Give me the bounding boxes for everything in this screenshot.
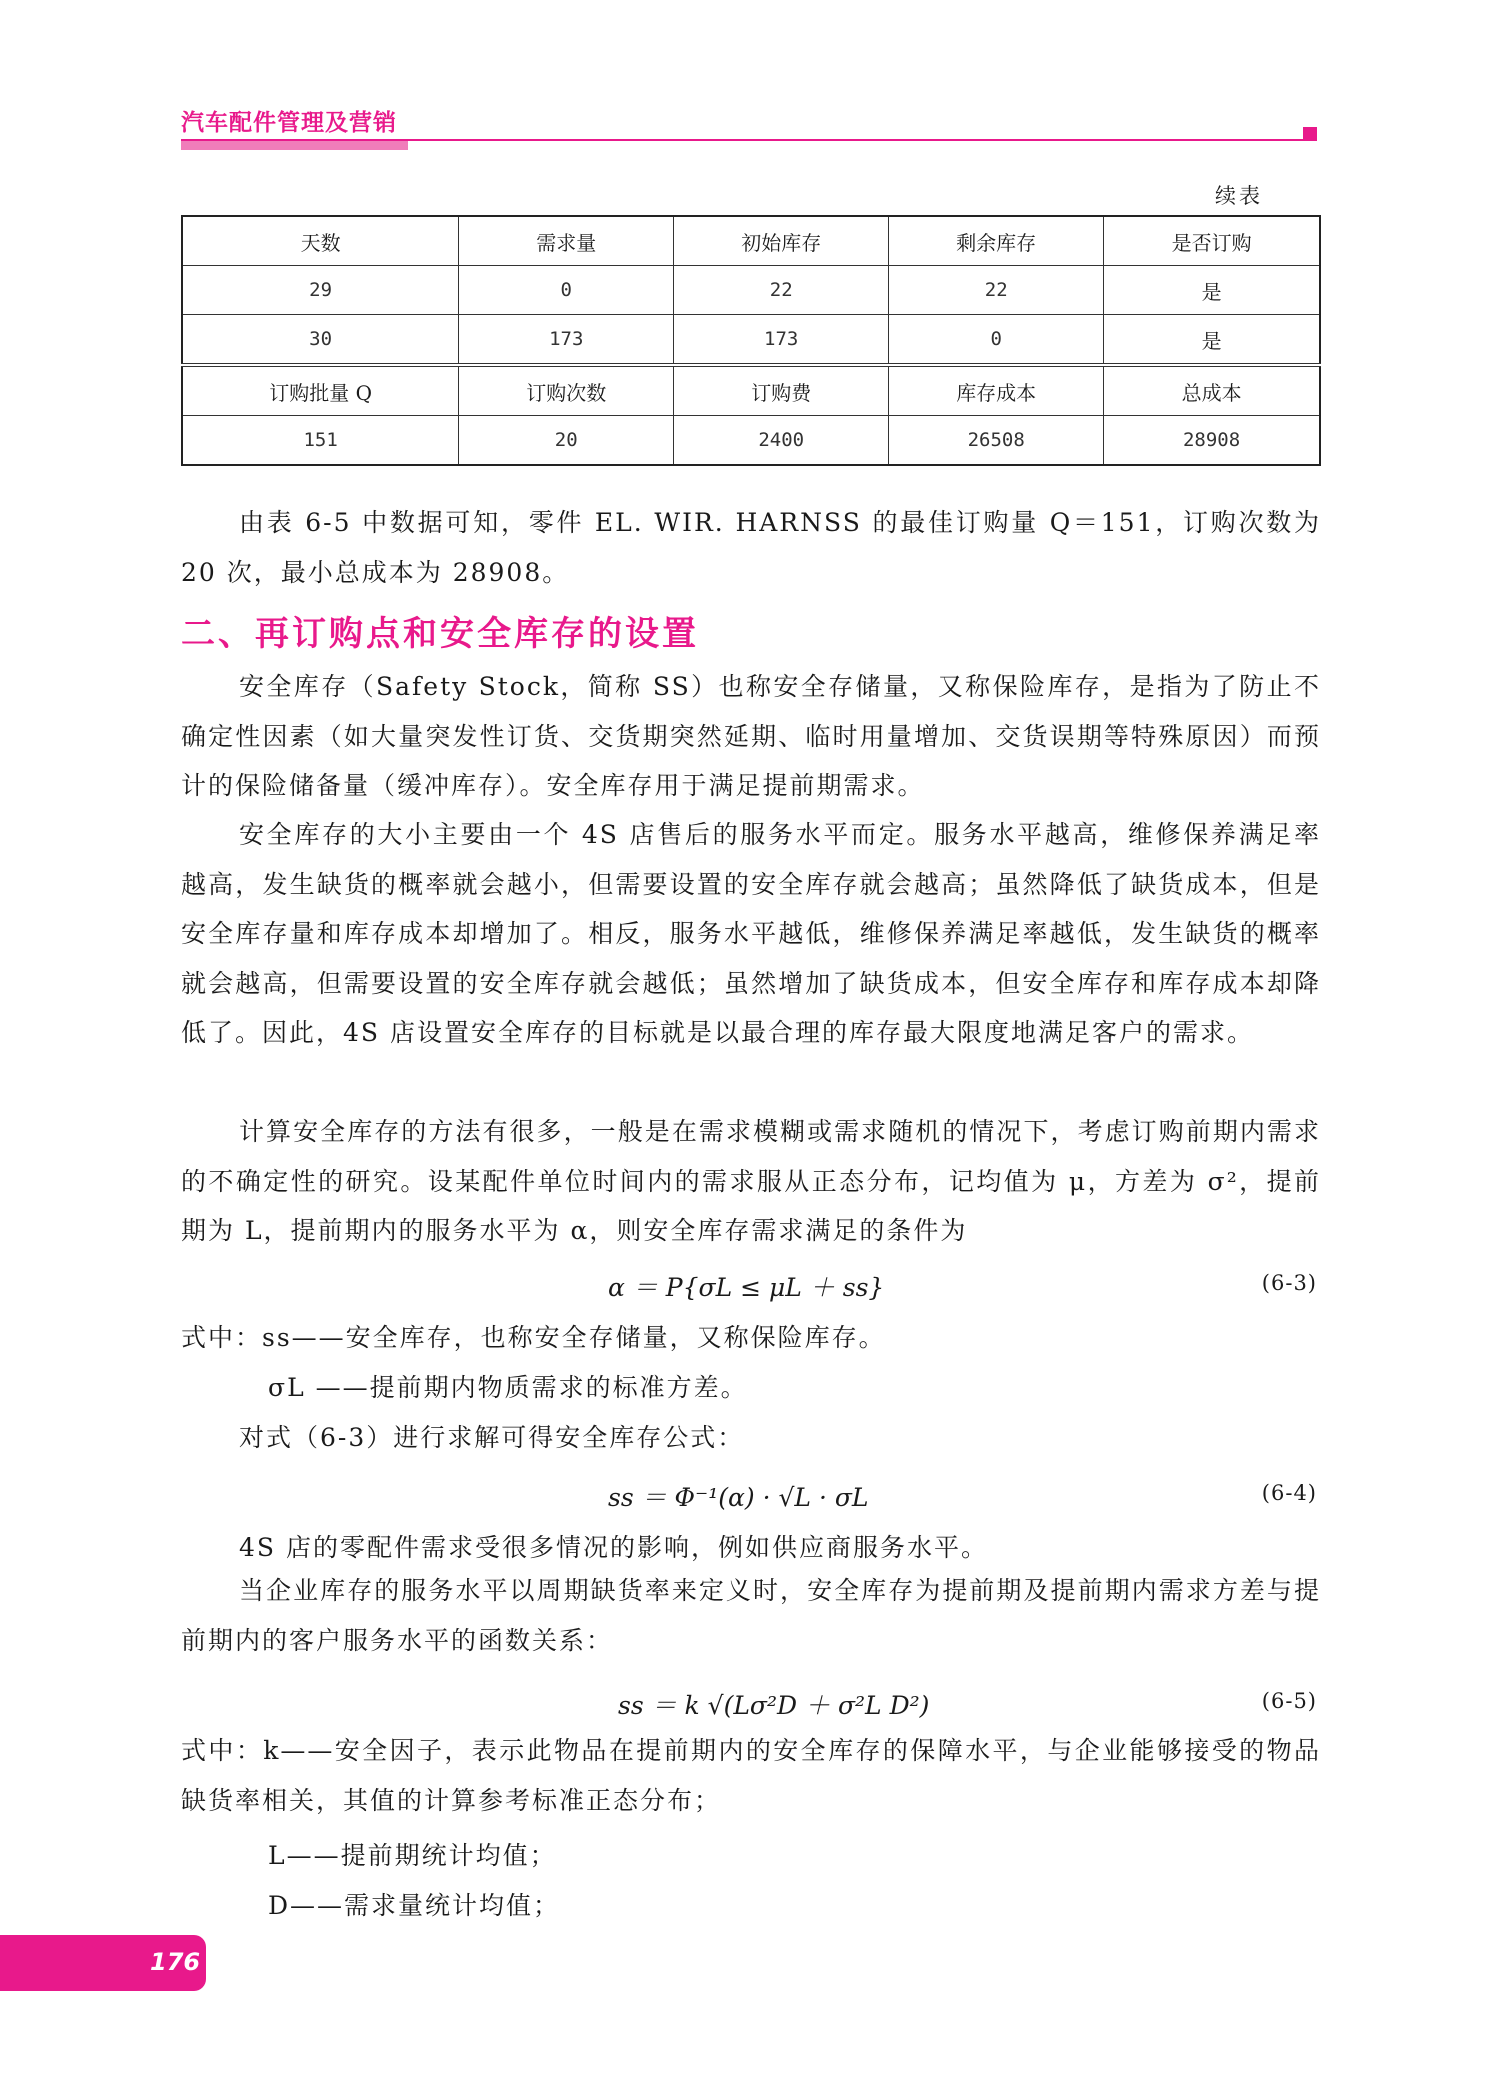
table-header-cell: 需求量	[459, 216, 674, 266]
table-header-cell: 库存成本	[889, 365, 1104, 416]
table-header-cell: 是否订购	[1104, 216, 1320, 266]
where-clause-ss: 式中：ss——安全库存，也称安全存储量，又称保险库存。	[181, 1323, 886, 1352]
table-row	[182, 416, 1320, 466]
equation-number: (6-5)	[1261, 1689, 1317, 1713]
where-clause-sigma-l: σL ——提前期内物质需求的标准方差。	[268, 1373, 748, 1402]
section-title: 二、再订购点和安全库存的设置	[181, 614, 699, 654]
page-number: 176	[150, 1948, 201, 1976]
running-header-title: 汽车配件管理及营销	[181, 110, 397, 136]
table-cell: 0	[889, 315, 1104, 366]
table-header-cell: 订购次数	[459, 365, 674, 416]
paragraph-safety-stock-definition: 安全库存（Safety Stock，简称 SS）也称安全存储量，又称保险库存，是指为了防止不确定性因素（如大量突发性订货、交货期突然延期、临时用量增加、交货误期等特殊原因）而预计的保险储备量（缓冲库存）。安全库存用于满足提前期需求。	[181, 672, 1321, 800]
table-row	[182, 266, 1320, 315]
table-header-cell: 订购费	[674, 365, 889, 416]
table-cell: 173	[674, 315, 889, 366]
table-cell: 30	[182, 315, 459, 366]
table-cell: 28908	[1104, 416, 1320, 466]
header-accent-bar	[181, 141, 408, 150]
paragraph-calculation-method: 计算安全库存的方法有很多，一般是在需求模糊或需求随机的情况下，考虑订购前期内需求的不确定性的研究。设某配件单位时间内的需求服从正态分布，记均值为 μ，方差为 σ²，提前期为 L，提前期内的服务水平为 α，则安全库存需求满足的条件为	[181, 1117, 1321, 1245]
equation-number: (6-4)	[1261, 1481, 1317, 1505]
paragraph-influencing-factors: 4S 店的零配件需求受很多情况的影响，例如供应商服务水平。	[239, 1533, 988, 1562]
paragraph-service-level: 安全库存的大小主要由一个 4S 店售后的服务水平而定。服务水平越高，维修保养满足率越高，发生缺货的概率就会越小，但需要设置的安全库存就会越高；虽然降低了缺货成本，但是安全库存量和库存成本却增加了。相反，服务水平越低，维修保养满足率越低，发生缺货的概率就会越高，但需要设置的安全库存就会越低；虽然增加了缺货成本，但安全库存和库存成本却降低了。因此，4S 店设置安全库存的目标就是以最合理的库存最大限度地满足客户的需求。	[181, 820, 1321, 1047]
table-header-cell: 剩余库存	[889, 216, 1104, 266]
table-cell: 是	[1104, 266, 1320, 315]
paragraph-cycle-service-level: 当企业库存的服务水平以周期缺货率来定义时，安全库存为提前期及提前期内需求方差与提前期内的客户服务水平的函数关系：	[181, 1576, 1321, 1655]
where-clause-k: 式中：k——安全因子，表示此物品在提前期内的安全库存的保障水平，与企业能够接受的物品缺货率相关，其值的计算参考标准正态分布；	[181, 1736, 1321, 1815]
table-cell: 2400	[674, 416, 889, 466]
table-cell: 22	[889, 266, 1104, 315]
table-cell: 151	[182, 416, 459, 466]
header-accent-square	[1303, 127, 1317, 141]
table-cell: 26508	[889, 416, 1104, 466]
equation-number: (6-3)	[1261, 1271, 1317, 1295]
where-clause-l: L——提前期统计均值；	[268, 1841, 557, 1870]
table-header-row	[182, 216, 1320, 266]
formula-6-5: ss ＝ k √(Lσ²D ＋ σ²L D²)	[618, 1691, 930, 1720]
table-cell: 0	[459, 266, 674, 315]
where-clause-d: D——需求量统计均值；	[268, 1891, 561, 1920]
table-header-cell: 订购批量 Q	[182, 365, 459, 416]
table-header-cell: 总成本	[1104, 365, 1320, 416]
inventory-table	[181, 215, 1321, 466]
table-cell: 22	[674, 266, 889, 315]
table-header-cell: 初始库存	[674, 216, 889, 266]
continued-label: 续表	[1215, 184, 1263, 208]
table-header-row	[182, 365, 1320, 416]
paragraph-table-summary: 由表 6-5 中数据可知，零件 EL. WIR. HARNSS 的最佳订购量 Q＝151，订购次数为 20 次，最小总成本为 28908。	[181, 508, 1321, 587]
table-cell: 是	[1104, 315, 1320, 366]
table-cell: 173	[459, 315, 674, 366]
table-cell: 29	[182, 266, 459, 315]
formula-6-4: ss ＝ Φ⁻¹(α) · √L · σL	[608, 1483, 869, 1512]
paragraph-solve-formula: 对式（6-3）进行求解可得安全库存公式：	[239, 1423, 745, 1452]
table-cell: 20	[459, 416, 674, 466]
formula-6-3: α ＝ P{σL ≤ μL ＋ ss}	[608, 1273, 885, 1302]
table-row	[182, 315, 1320, 366]
table-header-cell: 天数	[182, 216, 459, 266]
